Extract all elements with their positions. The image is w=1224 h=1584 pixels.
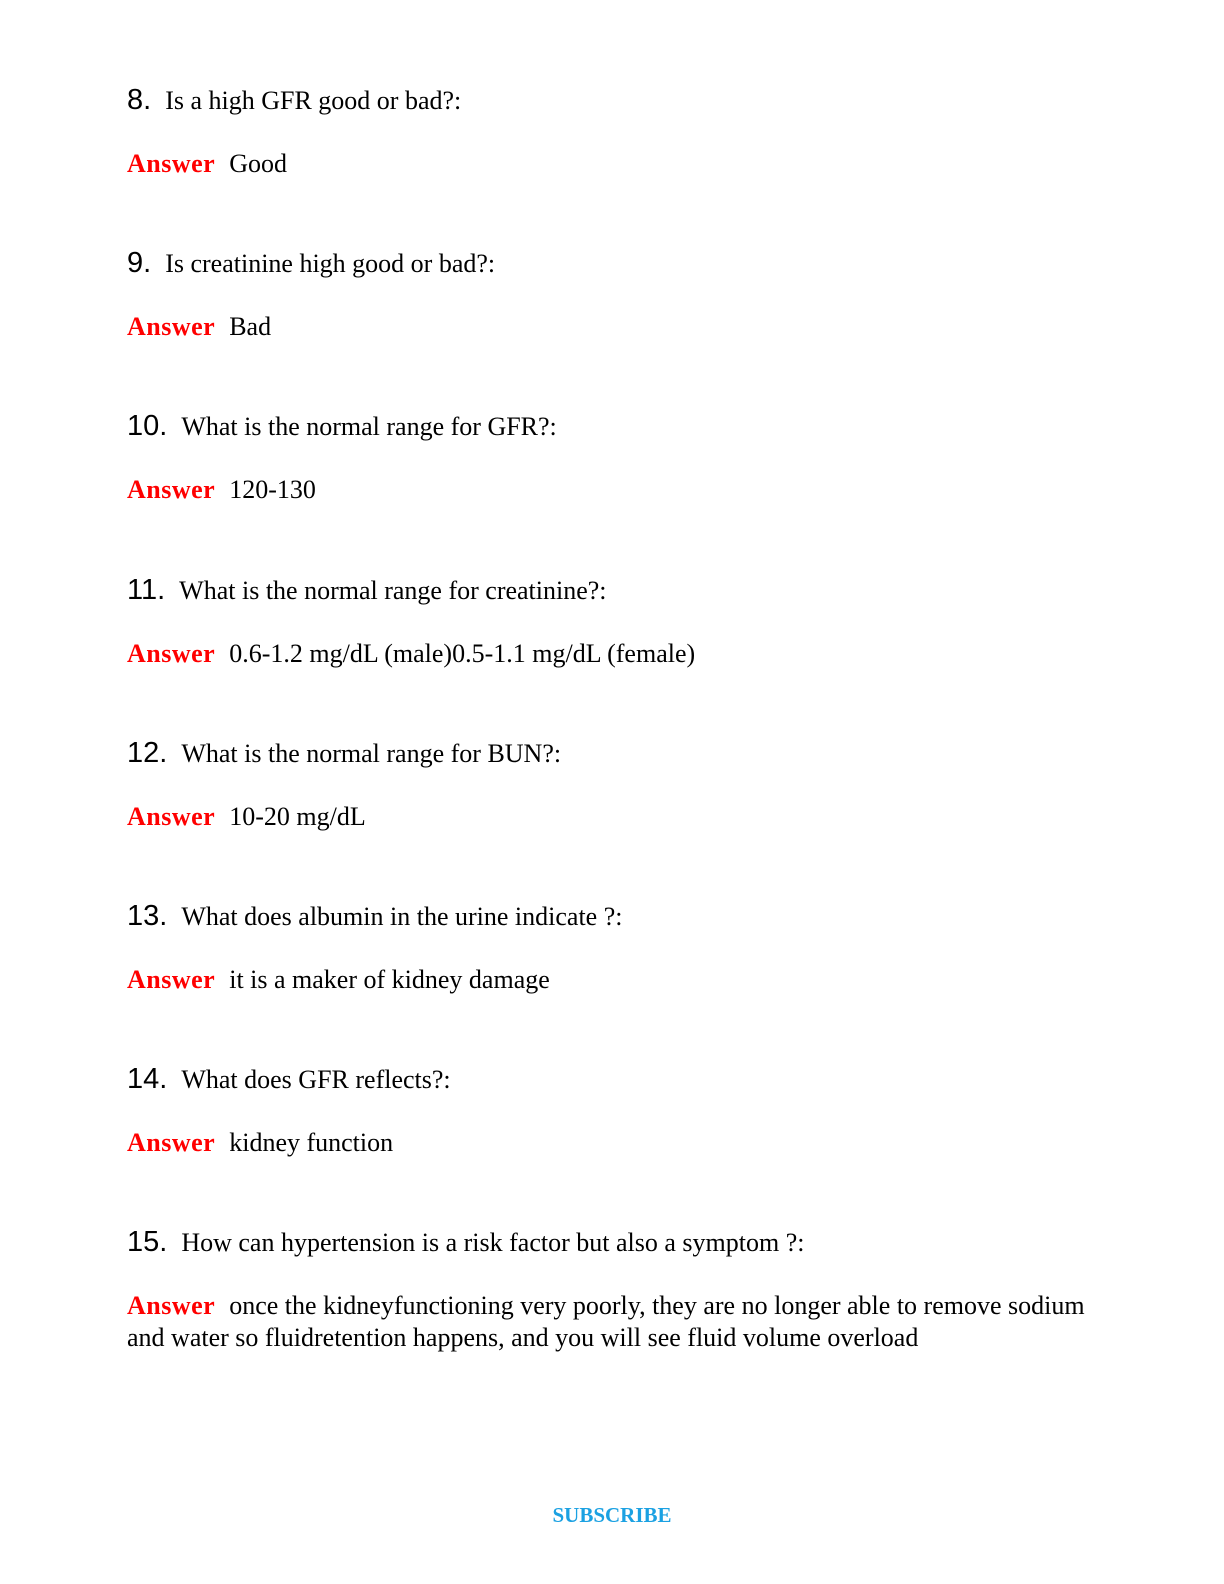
answer-row: [127, 148, 1087, 180]
answer-text: Good: [229, 149, 287, 178]
answer-row: [127, 474, 1087, 506]
qa-item-11: [127, 574, 1087, 670]
qa-item-9: [127, 247, 1087, 343]
answer-text: kidney function: [229, 1128, 394, 1157]
qa-item-14: [127, 1063, 1087, 1159]
question-number: 14.: [127, 1063, 168, 1095]
question-text: What does GFR reflects?:: [181, 1065, 451, 1094]
qa-item-13: [127, 900, 1087, 996]
qa-item-15: [127, 1226, 1087, 1354]
answer-label: Answer: [127, 802, 216, 831]
answer-label: Answer: [127, 1291, 216, 1320]
answer-row: [127, 964, 1087, 996]
question-number: 11.: [127, 574, 166, 606]
answer-text: once the kidneyfunctioning very poorly, they are no longer able to remove sodium and water so fluidretention happens, and you will see fluid volume overload: [127, 1291, 1085, 1352]
question-number: 8.: [127, 84, 152, 116]
answer-row: [127, 801, 1087, 833]
question-number: 13.: [127, 900, 168, 932]
question-row: [127, 1063, 1087, 1099]
answer-row: [127, 1290, 1087, 1354]
question-text: Is a high GFR good or bad?:: [165, 86, 462, 115]
qa-item-12: [127, 737, 1087, 833]
question-text: How can hypertension is a risk factor but also a symptom ?:: [181, 1228, 805, 1257]
question-text: What is the normal range for GFR?:: [181, 412, 557, 441]
answer-label: Answer: [127, 149, 216, 178]
question-row: [127, 1226, 1087, 1262]
question-row: [127, 574, 1087, 610]
question-text: What is the normal range for BUN?:: [181, 739, 562, 768]
answer-text: 120-130: [229, 475, 316, 504]
answer-row: [127, 638, 1087, 670]
question-text: What does albumin in the urine indicate ?:: [181, 902, 623, 931]
question-number: 15.: [127, 1226, 168, 1258]
question-number: 9.: [127, 247, 152, 279]
answer-row: [127, 311, 1087, 343]
question-row: [127, 737, 1087, 773]
question-row: [127, 84, 1087, 120]
question-row: [127, 410, 1087, 446]
subscribe-link[interactable]: SUBSCRIBE: [552, 1503, 672, 1527]
answer-text: Bad: [229, 312, 272, 341]
answer-row: [127, 1127, 1087, 1159]
answer-label: Answer: [127, 1128, 216, 1157]
question-row: [127, 900, 1087, 936]
answer-text: 0.6-1.2 mg/dL (male)0.5-1.1 mg/dL (female): [229, 639, 696, 668]
question-row: [127, 247, 1087, 283]
answer-label: Answer: [127, 475, 216, 504]
qa-item-10: [127, 410, 1087, 506]
answer-label: Answer: [127, 639, 216, 668]
question-text: What is the normal range for creatinine?:: [179, 576, 607, 605]
answer-label: Answer: [127, 965, 216, 994]
question-number: 12.: [127, 737, 168, 769]
question-number: 10.: [127, 410, 168, 442]
question-text: Is creatinine high good or bad?:: [165, 249, 496, 278]
answer-label: Answer: [127, 312, 216, 341]
qa-item-8: [127, 84, 1087, 180]
answer-text: it is a maker of kidney damage: [229, 965, 550, 994]
answer-text: 10-20 mg/dL: [229, 802, 366, 831]
